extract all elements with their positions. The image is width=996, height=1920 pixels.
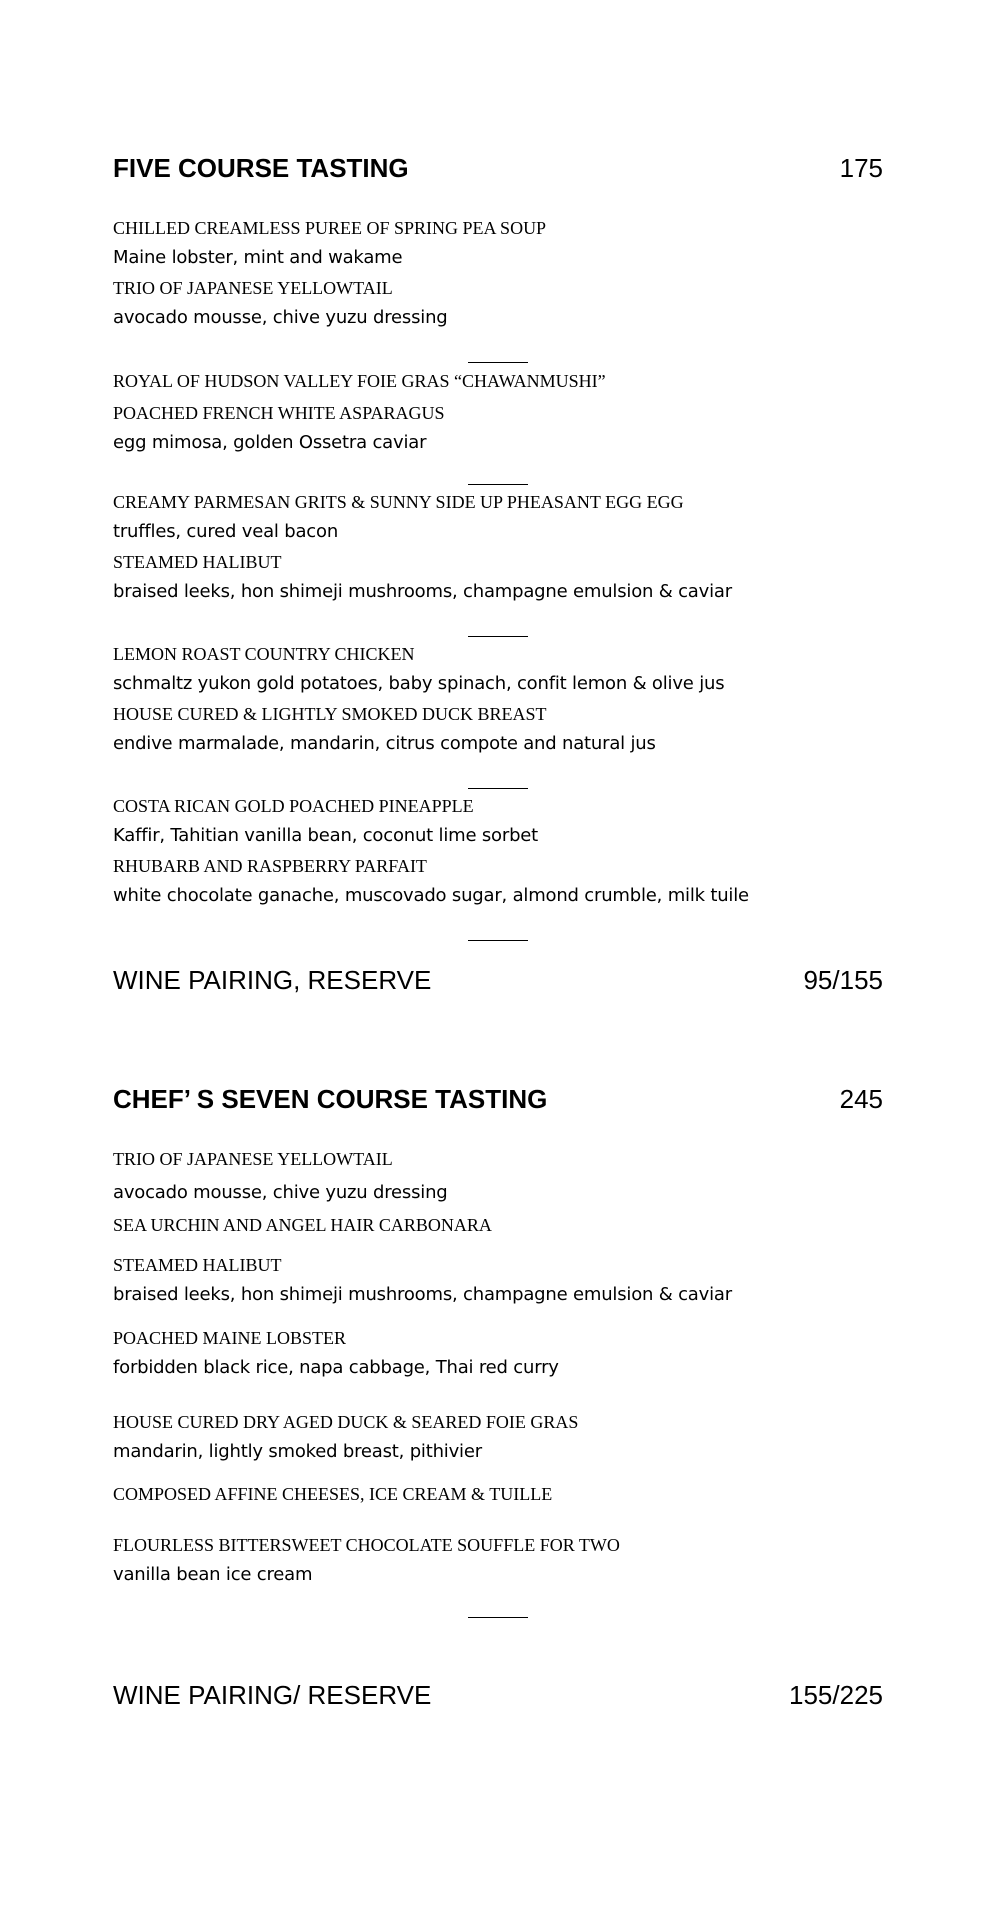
dish-description: vanilla bean ice cream: [113, 1564, 313, 1585]
wine-pairing-price: 155/225: [789, 1680, 883, 1710]
dish-description: avocado mousse, chive yuzu dressing: [113, 307, 448, 328]
dish-name: CREAMY PARMESAN GRITS & SUNNY SIDE UP PHEASANT EGG EGG: [113, 492, 684, 512]
dish-description: avocado mousse, chive yuzu dressing: [113, 1182, 448, 1203]
dish-description: mandarin, lightly smoked breast, pithivier: [113, 1441, 482, 1462]
section-divider: [468, 636, 528, 637]
section-divider: [468, 788, 528, 789]
dish-name: RHUBARB AND RASPBERRY PARFAIT: [113, 856, 427, 876]
section-divider: [468, 1617, 528, 1618]
five-course-header: [113, 152, 883, 184]
dish-name: TRIO OF JAPANESE YELLOWTAIL: [113, 278, 393, 298]
dish-name: LEMON ROAST COUNTRY CHICKEN: [113, 644, 415, 664]
dish-description: Kaffir, Tahitian vanilla bean, coconut lime sorbet: [113, 825, 539, 846]
dish-name: ROYAL OF HUDSON VALLEY FOIE GRAS “CHAWANMUSHI”: [113, 371, 606, 391]
wine-pairing-label: WINE PAIRING, RESERVE: [113, 965, 432, 995]
dish-description: truffles, cured veal bacon: [113, 521, 339, 542]
dish-name: CHILLED CREAMLESS PUREE OF SPRING PEA SOUP: [113, 218, 547, 238]
dish-name: POACHED FRENCH WHITE ASPARAGUS: [113, 403, 445, 423]
five-course-group-2: [113, 369, 883, 455]
dish-name: FLOURLESS BITTERSWEET CHOCOLATE SOUFFLE FOR TWO: [113, 1535, 620, 1555]
five-course-group-1: [113, 216, 883, 330]
section-divider: [468, 362, 528, 363]
dish-name: HOUSE CURED & LIGHTLY SMOKED DUCK BREAST: [113, 704, 547, 724]
dish-name: STEAMED HALIBUT: [113, 1255, 282, 1275]
five-course-group-4: [113, 642, 883, 756]
dish-name: COMPOSED AFFINE CHEESES, ICE CREAM & TUILLE: [113, 1484, 553, 1504]
dish-description: egg mimosa, golden Ossetra caviar: [113, 432, 427, 453]
section-divider: [468, 940, 528, 941]
menu-page: [113, 0, 883, 1920]
dish-name: COSTA RICAN GOLD POACHED PINEAPPLE: [113, 796, 474, 816]
wine-pairing-label: WINE PAIRING/ RESERVE: [113, 1680, 432, 1710]
dish-description: endive marmalade, mandarin, citrus compote and natural jus: [113, 733, 656, 754]
dish-name: SEA URCHIN AND ANGEL HAIR CARBONARA: [113, 1215, 492, 1235]
dish-name: POACHED MAINE LOBSTER: [113, 1328, 347, 1348]
wine-pairing-price: 95/155: [803, 965, 883, 995]
dish-name: STEAMED HALIBUT: [113, 552, 282, 572]
dish-description: white chocolate ganache, muscovado sugar, almond crumble, milk tuile: [113, 885, 749, 906]
dish-name: TRIO OF JAPANESE YELLOWTAIL: [113, 1149, 393, 1169]
seven-course-price: 245: [839, 1084, 883, 1114]
seven-course-header: [113, 1083, 883, 1115]
dish-description: Maine lobster, mint and wakame: [113, 247, 403, 268]
five-course-wine-pairing: [113, 964, 883, 996]
dish-name: HOUSE CURED DRY AGED DUCK & SEARED FOIE GRAS: [113, 1412, 579, 1432]
five-course-price: 175: [839, 153, 883, 183]
five-course-title: FIVE COURSE TASTING: [113, 153, 409, 183]
section-divider: [468, 484, 528, 485]
dish-description: schmaltz yukon gold potatoes, baby spinach, confit lemon & olive jus: [113, 673, 725, 694]
five-course-group-3: [113, 490, 883, 604]
dish-description: forbidden black rice, napa cabbage, Thai red curry: [113, 1357, 559, 1378]
seven-course-title: CHEF’ S SEVEN COURSE TASTING: [113, 1084, 548, 1114]
dish-description: braised leeks, hon shimeji mushrooms, champagne emulsion & caviar: [113, 1284, 732, 1305]
seven-course-wine-pairing: [113, 1679, 883, 1711]
dish-description: braised leeks, hon shimeji mushrooms, champagne emulsion & caviar: [113, 581, 732, 602]
five-course-group-5: [113, 794, 883, 908]
